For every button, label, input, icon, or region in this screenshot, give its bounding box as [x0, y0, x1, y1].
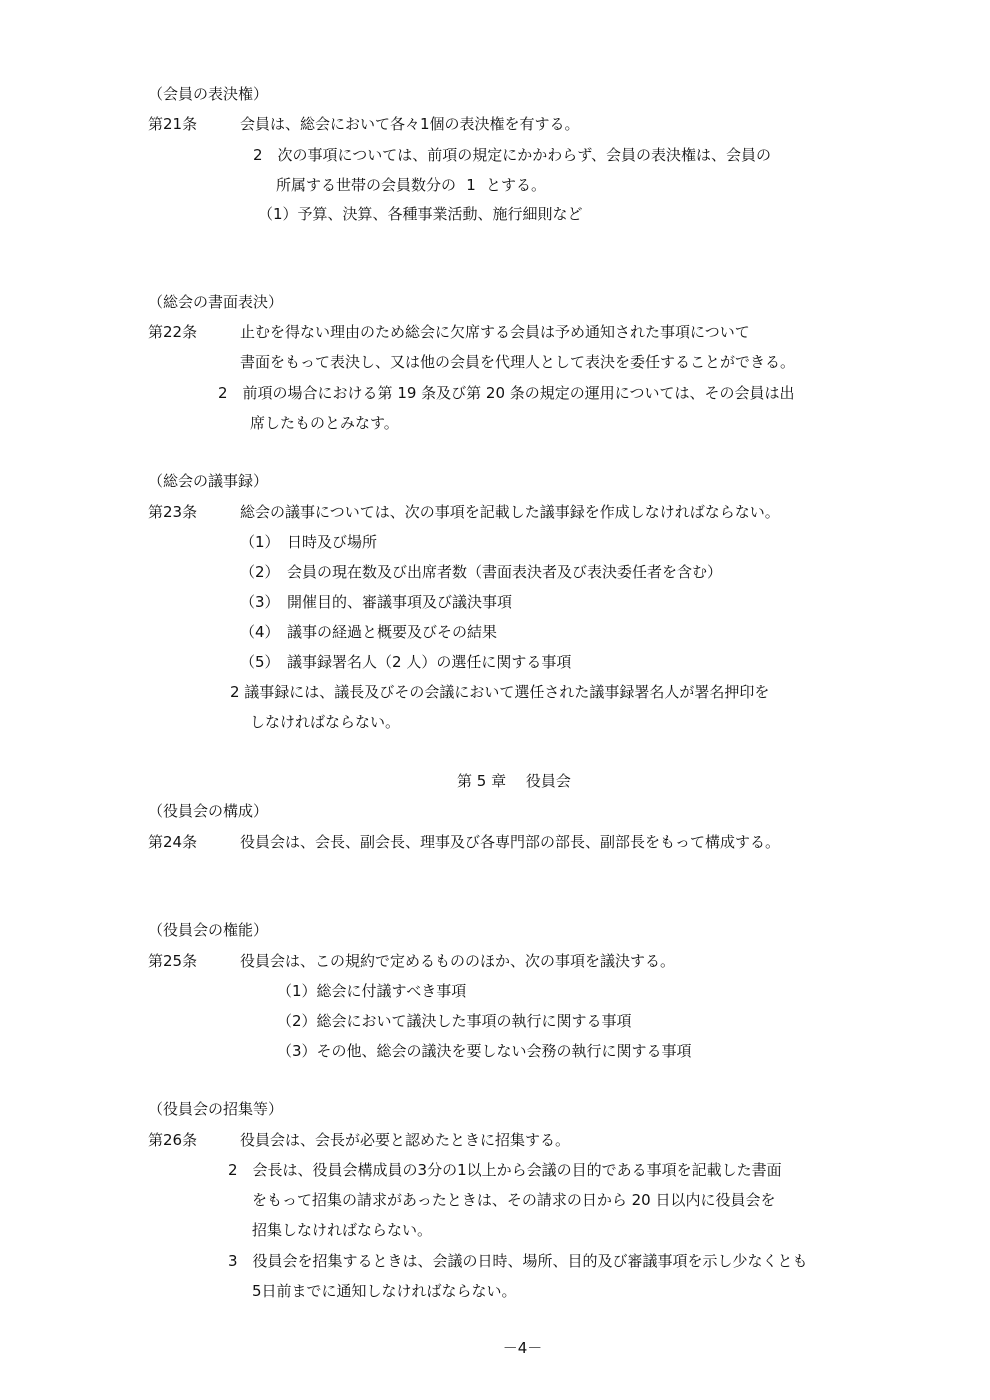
article-23-number: 第23条: [148, 503, 198, 521]
article-23-item-1: （1） 日時及び場所: [240, 533, 378, 551]
article-25-item-3: （3）その他、総会の議決を要しない会務の執行に関する事項: [277, 1042, 692, 1060]
article-23-text: 総会の議事については、次の事項を記載した議事録を作成しなければならない。: [240, 503, 780, 521]
article-25-item-2: （2）総会において議決した事項の執行に関する事項: [277, 1012, 632, 1030]
article-26-para2-line2: をもって招集の請求があったときは、その請求の日から 20 日以内に役員会を: [252, 1191, 776, 1209]
article-23-item-2: （2） 会員の現在数及び出席者数（書面表決者及び表決委任者を含む）: [240, 563, 723, 581]
article-22-line2: 書面をもって表決し、又は他の会員を代理人として表決を委任することができる。: [240, 353, 796, 371]
article-24-number: 第24条: [148, 833, 198, 851]
article-22-para2-line1: 2 前項の場合における第 19 条及び第 20 条の規定の運用については、その会員は出: [218, 384, 795, 402]
article-21-fraction: 1: [466, 176, 476, 194]
article-24-text: 役員会は、会長、副会長、理事及び各専門部の部長、副部長をもって構成する。: [240, 833, 781, 851]
article-23-para2-line1: 2 議事録には、議長及びその会議において選任された議事録署名人が署名押印を: [230, 683, 770, 701]
article-21-item-1: （1）予算、決算、各種事業活動、施行細則など: [258, 205, 583, 223]
article-21-para2-text-b: とする。: [486, 176, 547, 194]
article-23-item-5: （5） 議事録署名人（2 人）の選任に関する事項: [240, 653, 572, 671]
article-25-item-1: （1）総会に付議すべき事項: [277, 982, 467, 1000]
article-22-para2-line2: 席したものとみなす。: [250, 414, 399, 432]
article-21-number: 第21条: [148, 115, 198, 133]
article-26-para2-line1: 2 会長は、役員会構成員の3分の1以上から会議の目的である事項を記載した書面: [228, 1161, 782, 1179]
article-21-heading: （会員の表決権）: [148, 85, 269, 103]
article-21-para2-text-a: 所属する世帯の会員数分の: [276, 176, 457, 194]
article-21-para2-line1: 2 次の事項については、前項の規定にかかわらず、会員の表決権は、会員の: [253, 146, 772, 164]
article-21-para2-line2: [276, 174, 546, 196]
article-26-text: 役員会は、会長が必要と認めたときに招集する。: [240, 1131, 571, 1149]
article-22-heading: （総会の書面表決）: [148, 293, 284, 311]
article-23-para2-line2: しなければならない。: [250, 713, 401, 731]
article-25-text: 役員会は、この規約で定めるもののほか、次の事項を議決する。: [240, 952, 676, 970]
chapter-5-title: 第 5 章 役員会: [457, 772, 571, 790]
article-26-number: 第26条: [148, 1131, 198, 1149]
article-22-line1: 止むを得ない理由のため総会に欠席する会員は予め通知された事項について: [240, 323, 750, 341]
article-22-number: 第22条: [148, 323, 198, 341]
article-23-item-3: （3） 開催目的、審議事項及び議決事項: [240, 593, 513, 611]
article-26-para3-line2: 5日前までに通知しなければならない。: [252, 1282, 517, 1300]
article-23-heading: （総会の議事録）: [148, 472, 269, 490]
page-number: －4－: [502, 1339, 543, 1357]
article-25-number: 第25条: [148, 952, 198, 970]
article-26-para3-line1: 3 役員会を招集するときは、会議の日時、場所、目的及び審議事項を示し少なくとも: [228, 1252, 808, 1270]
article-25-heading: （役員会の権能）: [148, 921, 269, 939]
article-21-text: 会員は、総会において各々1個の表決権を有する。: [240, 115, 580, 133]
article-26-heading: （役員会の招集等）: [148, 1100, 284, 1118]
article-26-para2-line3: 招集しなければならない。: [252, 1221, 433, 1239]
article-23-item-4: （4） 議事の経過と概要及びその結果: [240, 623, 498, 641]
article-24-heading: （役員会の構成）: [148, 802, 269, 820]
